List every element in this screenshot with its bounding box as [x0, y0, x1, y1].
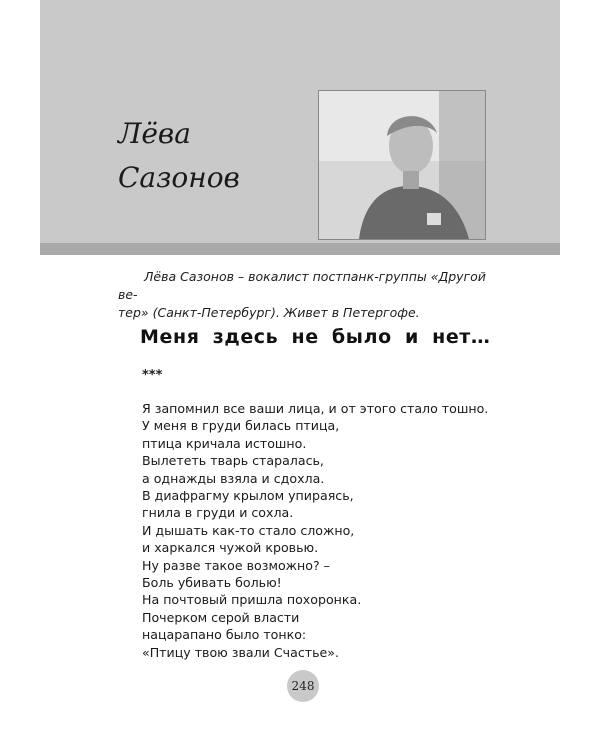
poem-line: нацарапано было тонко:: [142, 627, 307, 643]
poem-line: Я запомнил все ваши лица, и от этого стало тошно.: [142, 401, 489, 416]
poem-line: Вылететь тварь старалась,: [142, 453, 324, 469]
bio-line-1: Лёва Сазонов – вокалист постпанк-группы «Другой ве-: [118, 269, 486, 302]
poem-body: [142, 400, 522, 661]
poem-line: и харкался чужой кровью.: [142, 540, 319, 556]
poem-line: «Птицу твою звали Счастье».: [142, 644, 339, 660]
poem-line: В диафрагму крылом упираясь,: [142, 488, 354, 504]
poem-line: На почтовый пришла похоронка.: [142, 592, 362, 608]
author-last-name: Сазонов: [118, 161, 240, 194]
poem-line: И дышать как-то стало сложно,: [142, 522, 355, 538]
poem-title: Меня здесь не было и нет…: [140, 326, 491, 348]
author-name: [118, 112, 240, 200]
author-first-name: Лёва: [118, 117, 191, 150]
author-bio: [118, 268, 498, 322]
poem-line: а однажды взяла и сдохла.: [142, 470, 325, 486]
section-asterisms: ***: [142, 368, 163, 383]
poem-line: Почерком серой власти: [142, 609, 300, 625]
page-number: 248: [287, 670, 319, 702]
poem-line: Боль убивать болью!: [142, 575, 282, 591]
bio-line-2: тер» (Санкт-Петербург). Живет в Петергофе.: [118, 305, 420, 320]
poem-line: гнила в груди и сохла.: [142, 505, 294, 521]
author-portrait-icon: [318, 90, 486, 240]
poem-line: птица кричала истошно.: [142, 435, 307, 451]
header-divider: [40, 243, 560, 255]
poem-line: Ну разве такое возможно? –: [142, 557, 330, 573]
poem-line: У меня в груди билась птица,: [142, 418, 340, 434]
